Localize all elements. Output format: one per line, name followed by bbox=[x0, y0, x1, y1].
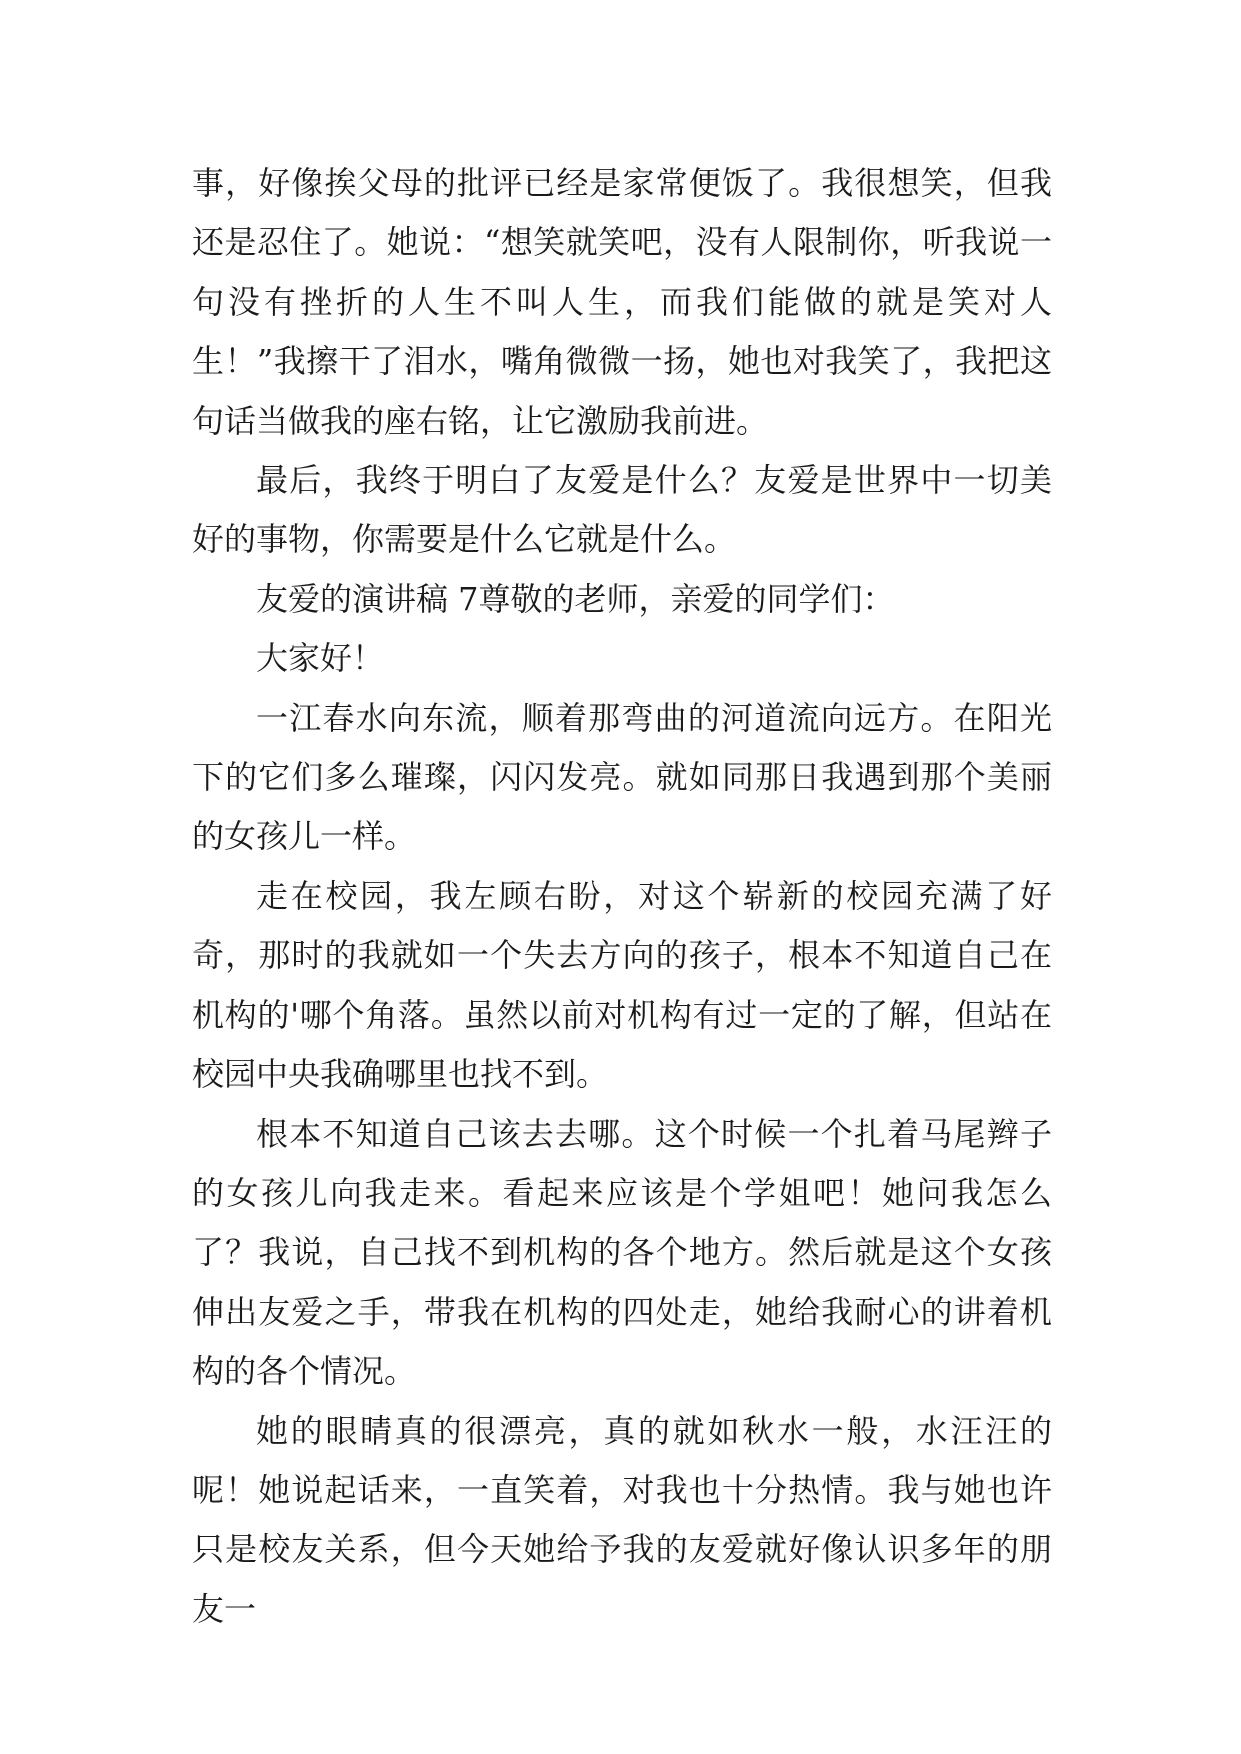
paragraph: 一江春水向东流，顺着那弯曲的河道流向远方。在阳光下的它们多么璀璨，闪闪发亮。就如同那日我遇到那个美丽的女孩儿一样。 bbox=[192, 698, 1052, 856]
document-body bbox=[192, 154, 1052, 1639]
paragraph: 事，好像挨父母的批评已经是家常便饭了。我很想笑，但我还是忍住了。她说：“想笑就笑吧，没有人限制你，听我说一句没有挫折的人生不叫人生，而我们能做的就是笑对人生！”我擦干了泪水，嘴角微微一扬，她也对我笑了，我把这句话当做我的座右铭，让它激励我前进。 bbox=[192, 164, 1052, 440]
paragraph: 走在校园，我左顾右盼，对这个崭新的校园充满了好奇，那时的我就如一个失去方向的孩子，根本不知道自己在机构的'哪个角落。虽然以前对机构有过一定的了解，但站在校园中央我确哪里也找不到。 bbox=[192, 876, 1052, 1094]
paragraph: 最后，我终于明白了友爱是什么？友爱是世界中一切美好的事物，你需要是什么它就是什么。 bbox=[192, 461, 1052, 559]
paragraph: 友爱的演讲稿 7尊敬的老师，亲爱的同学们： bbox=[256, 579, 895, 618]
paragraph: 大家好！ bbox=[256, 639, 385, 678]
paragraph: 她的眼睛真的很漂亮，真的就如秋水一般，水汪汪的呢！她说起话来，一直笑着，对我也十分热情。我与她也许只是校友关系，但今天她给予我的友爱就好像认识多年的朋友一 bbox=[192, 1411, 1052, 1628]
paragraph: 根本不知道自己该去去哪。这个时候一个扎着马尾辫子的女孩儿向我走来。看起来应该是个学姐吧！她问我怎么了？我说，自己找不到机构的各个地方。然后就是这个女孩伸出友爱之手，带我在机构的四处走，她给我耐心的讲着机构的各个情况。 bbox=[192, 1114, 1052, 1391]
